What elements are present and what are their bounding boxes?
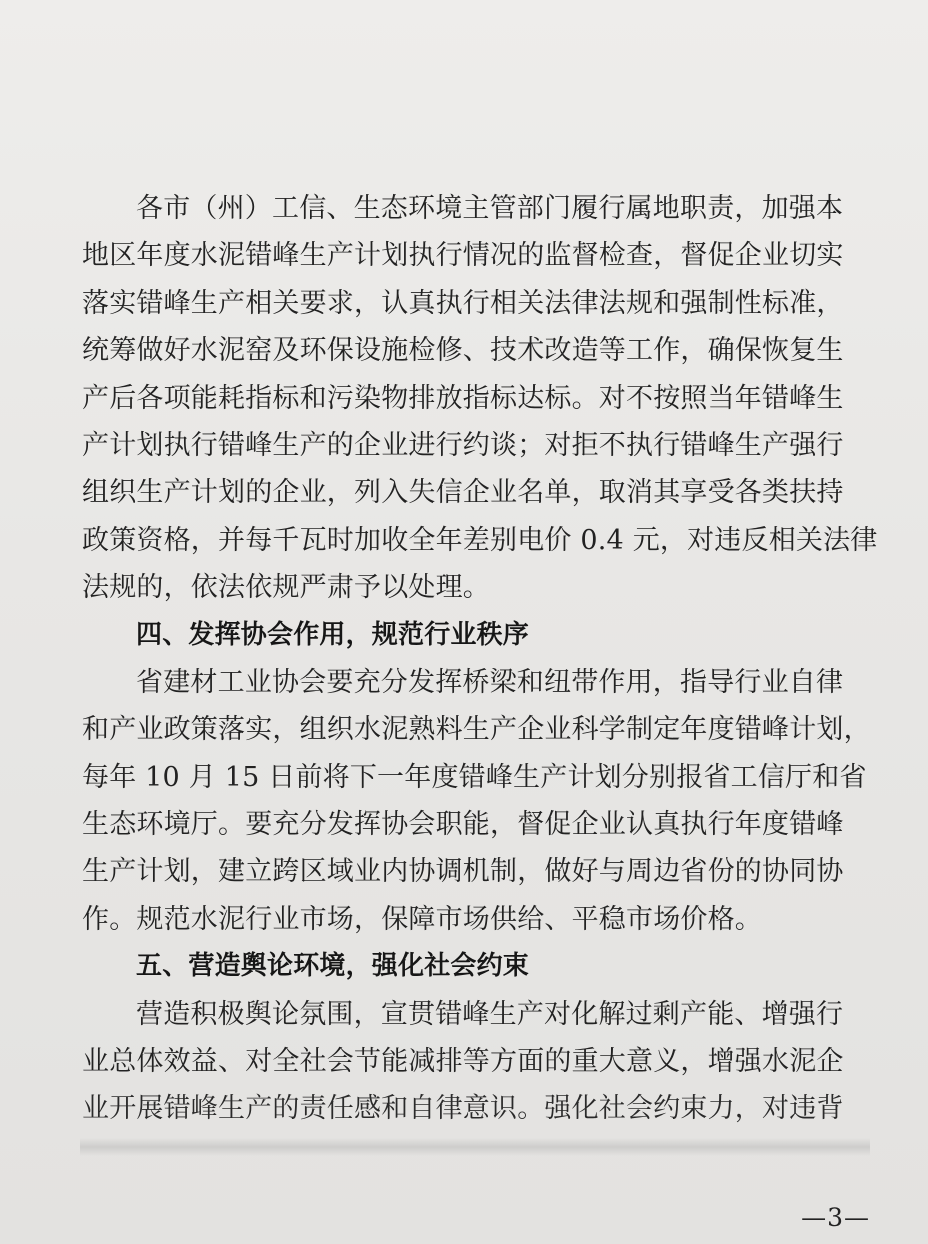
page-number: —3— bbox=[801, 1203, 870, 1232]
paragraph-line: 省建材工业协会要充分发挥桥梁和纽带作用，指导行业自律 bbox=[136, 666, 844, 698]
paragraph-line: 产后各项能耗指标和污染物排放指标达标。对不按照当年错峰生 bbox=[82, 382, 844, 414]
section-heading: 五、营造舆论环境，强化社会约束 bbox=[136, 951, 530, 982]
paragraph-line: 统筹做好水泥窑及环保设施检修、技术改造等工作，确保恢复生 bbox=[82, 335, 844, 367]
document-body bbox=[82, 185, 878, 1133]
paragraph-line: 政策资格，并每千瓦时加收全年差别电价 0.4 元，对违反相关法律 bbox=[82, 524, 878, 556]
paragraph-line: 业开展错峰生产的责任感和自律意识。强化社会约束力，对违背 bbox=[82, 1093, 844, 1125]
paragraph-line: 生产计划，建立跨区域业内协调机制，做好与周边省份的协同协 bbox=[82, 856, 844, 888]
paragraph-line: 产计划执行错峰生产的企业进行约谈；对拒不执行错峰生产强行 bbox=[82, 429, 844, 461]
paragraph-line: 每年 10 月 15 日前将下一年度错峰生产计划分别报省工信厅和省 bbox=[82, 761, 867, 793]
paragraph-line: 各市（州）工信、生态环境主管部门履行属地职责，加强本 bbox=[136, 193, 844, 224]
paragraph-line: 营造积极舆论氛围，宣贯错峰生产对化解过剩产能、增强行 bbox=[136, 998, 844, 1030]
paragraph-line: 业总体效益、对全社会节能减排等方面的重大意义，增强水泥企 bbox=[82, 1046, 844, 1078]
paragraph-line: 生态环境厅。要充分发挥协会职能，督促企业认真执行年度错峰 bbox=[82, 809, 844, 841]
paragraph-line: 落实错峰生产相关要求，认真执行相关法律法规和强制性标准， bbox=[82, 287, 844, 319]
paragraph-line: 作。规范水泥行业市场，保障市场供给、平稳市场价格。 bbox=[82, 903, 762, 935]
paragraph-line: 组织生产计划的企业，列入失信企业名单，取消其享受各类扶持 bbox=[82, 477, 844, 509]
paragraph-line: 法规的，依法依规严肃予以处理。 bbox=[82, 572, 490, 604]
section-heading: 四、发挥协会作用，规范行业秩序 bbox=[136, 619, 530, 650]
paragraph-line: 地区年度水泥错峰生产计划执行情况的监督检查，督促企业切实 bbox=[82, 240, 844, 272]
bleed-through-shadow bbox=[80, 1138, 870, 1156]
paragraph-line: 和产业政策落实，组织水泥熟料生产企业科学制定年度错峰计划， bbox=[82, 714, 871, 746]
